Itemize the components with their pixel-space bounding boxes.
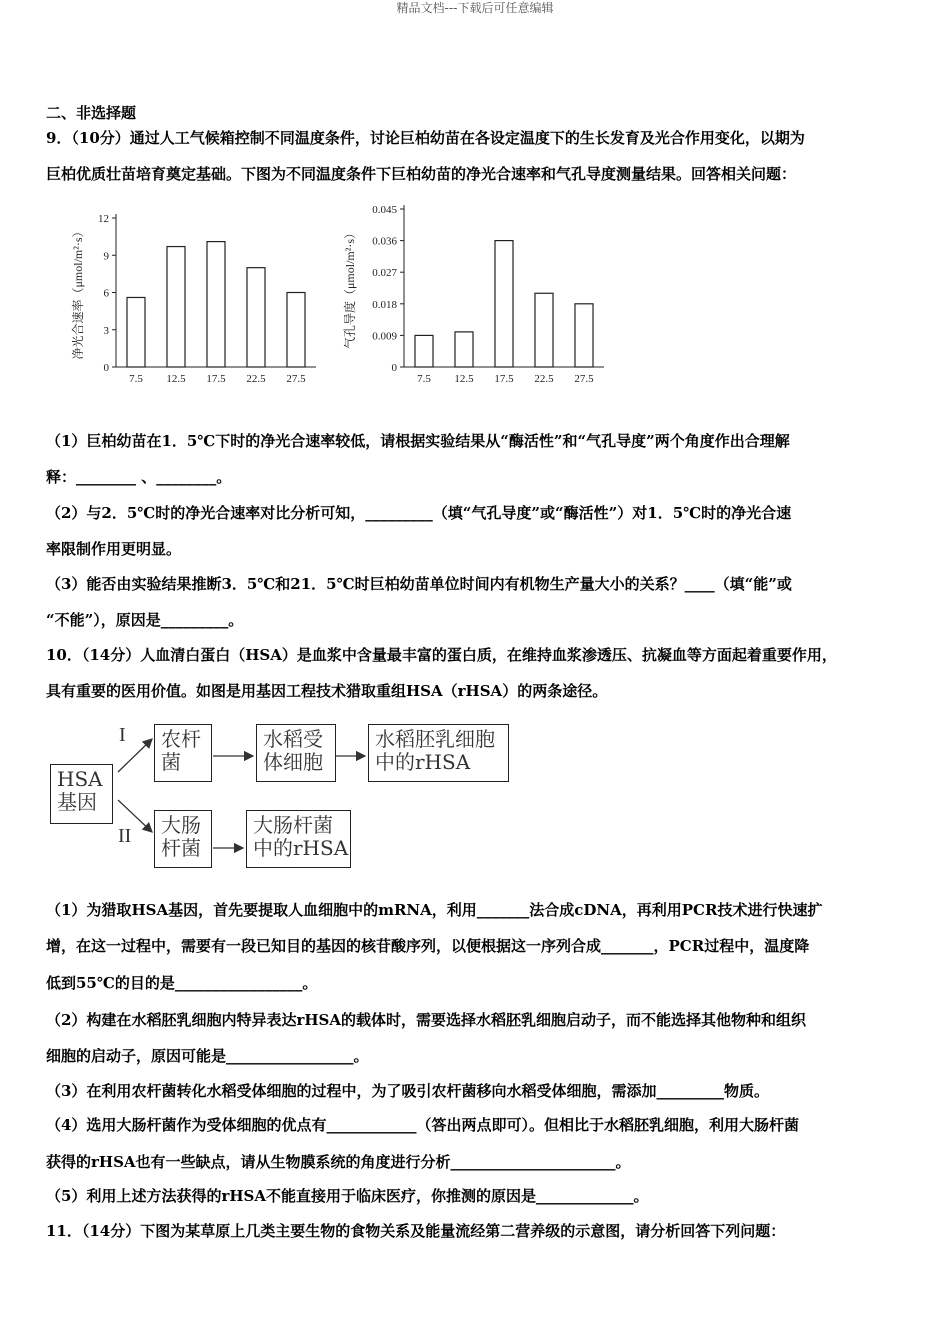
q10-part4-line1: （4）选用大肠杆菌作为受体细胞的优点有____________（答出两点即可）。但相比于水稻胚乳细胞，利用大肠杆菌 [46, 1116, 799, 1134]
y-tick-label-0: 0 [391, 362, 397, 374]
q10-part2-line2: 细胞的启动子，原因可能是_________________。 [46, 1047, 369, 1065]
y-tick-label-4: 12 [98, 213, 109, 225]
stomatal-conductance-chart [340, 198, 615, 396]
ecoli-rhsa-line1: 大肠杆菌 [253, 813, 333, 837]
section-title: 二、非选择题 [46, 104, 137, 122]
x-tick-label-0: 7.5 [129, 373, 143, 385]
ecoli-rhsa-line2: 中的rHSA [253, 836, 349, 860]
x-tick-label-0: 7.5 [417, 373, 431, 385]
ecoli-line2: 杆菌 [161, 836, 201, 860]
y-axis-label: 净光合速率（μmol/m²·s） [71, 225, 85, 360]
agrobacterium-line1: 农杆 [161, 727, 201, 751]
ecoli-line1: 大肠 [161, 813, 201, 837]
y-tick-label-3: 9 [103, 250, 109, 263]
y-tick-label-2: 6 [103, 287, 109, 300]
q9-stem-line2: 巨柏优质壮苗培育奠定基础。下图为不同温度条件下巨柏幼苗的净光合速率和气孔导度测量结果。回答相关问题： [46, 165, 797, 183]
q9-part2-line1: （2）与2．5℃时的净光合速率对比分析可知，_________（填“气孔导度”或“酶活性”）对1．5℃时的净光合速 [46, 504, 792, 522]
x-tick-label-2: 17.5 [206, 373, 226, 385]
hsa-flow-diagram [48, 722, 518, 868]
q9-part1-line1: （1）巨柏幼苗在1．5℃下时的净光合速率较低，请根据实验结果从“酶活性”和“气孔导度”两个角度作出合理解 [46, 432, 790, 450]
rice-rhsa-line2: 中的rHSA [375, 750, 471, 774]
x-tick-label-3: 22.5 [534, 373, 554, 385]
q10-part5: （5）利用上述方法获得的rHSA不能直接用于临床医疗，你推测的原因是_____________。 [46, 1187, 649, 1205]
x-tick-label-2: 17.5 [494, 373, 514, 385]
rice-cell-line2: 体细胞 [263, 750, 323, 774]
q10-part1-line1: （1）为猎取HSA基因，首先要提取人血细胞中的mRNA，利用_______法合成cDNA，再利用PCR技术进行快速扩 [46, 901, 823, 919]
bar-12.5 [167, 247, 185, 367]
q10-stem-line1: 10．（14分）人血清白蛋白（HSA）是血浆中含量最丰富的蛋白质，在维持血浆渗透压、抗凝血等方面起着重要作用， [46, 646, 837, 664]
agrobacterium-line2: 菌 [161, 750, 181, 774]
q9-part1-line2: 释：________ 、________。 [46, 468, 232, 486]
y-tick-label-0: 0 [103, 362, 109, 374]
hsa-gene-line1: HSA [57, 767, 103, 791]
q10-part3: （3）在利用农杆菌转化水稻受体细胞的过程中，为了吸引农杆菌移向水稻受体细胞，需添加_________物质。 [46, 1082, 769, 1100]
x-tick-label-1: 12.5 [166, 373, 186, 385]
net-photosynthesis-chart [68, 198, 318, 396]
q10-part2-line1: （2）构建在水稻胚乳细胞内特异表达rHSA的载体时，需要选择水稻胚乳细胞启动子，而不能选择其他物种和组织 [46, 1011, 806, 1029]
ecoli-rhsa-box [246, 810, 351, 868]
y-tick-label-3: 0.027 [372, 267, 397, 280]
rice-cell-line1: 水稻受 [263, 727, 323, 751]
route-2-label: II [118, 825, 132, 847]
rice-rhsa-box [368, 724, 509, 782]
q10-stem-line2: 具有重要的医用价值。如图是用基因工程技术猎取重组HSA（rHSA）的两条途径。 [46, 682, 608, 700]
y-tick-label-1: 3 [103, 324, 109, 337]
ecoli-box [154, 810, 212, 868]
agrobacterium-box [154, 724, 212, 782]
bar-22.5 [247, 268, 265, 367]
y-tick-label-1: 0.009 [372, 330, 397, 343]
bar-27.5 [575, 304, 593, 367]
bar-17.5 [207, 242, 225, 367]
y-tick-label-4: 0.036 [372, 235, 397, 248]
q11-stem-line1: 11．（14分）下图为某草原上几类主要生物的食物关系及能量流经第二营养级的示意图，请分析回答下列问题： [46, 1222, 786, 1240]
q10-part4-line2: 获得的rHSA也有一些缺点，请从生物膜系统的角度进行分析______________________。 [46, 1153, 631, 1171]
q9-part3-line2: “不能”），原因是_________。 [46, 611, 244, 629]
q9-stem-line1: 9．（10分）通过人工气候箱控制不同温度条件，讨论巨柏幼苗在各设定温度下的生长发育及光合作用变化，以期为 [46, 129, 805, 147]
route-1-label: I [119, 724, 126, 746]
y-axis-label: 气孔导度（μmol/m²·s） [343, 226, 357, 350]
bar-22.5 [535, 293, 553, 367]
page-header: 精品文档---下载后可任意编辑 [396, 1, 554, 15]
x-tick-label-3: 22.5 [246, 373, 266, 385]
x-tick-label-1: 12.5 [454, 373, 474, 385]
bar-7.5 [127, 297, 145, 367]
rice-rhsa-line1: 水稻胚乳细胞 [375, 727, 495, 751]
x-tick-label-4: 27.5 [286, 373, 306, 385]
q9-part3-line1: （3）能否由实验结果推断3．5℃和21．5℃时巨柏幼苗单位时间内有机物生产量大小的关系？____（填“能”或 [46, 575, 792, 593]
q9-part2-line2: 率限制作用更明显。 [46, 540, 182, 558]
hsa-gene-line2: 基因 [57, 790, 97, 814]
y-tick-label-5: 0.045 [372, 204, 397, 216]
bar-27.5 [287, 293, 305, 368]
q10-part1-line3: 低到55℃的目的是_________________。 [46, 974, 318, 992]
hsa-gene-box [50, 764, 113, 824]
q10-part1-line2: 增，在这一过程中，需要有一段已知目的基因的核苷酸序列，以便根据这一序列合成_______，PCR过程中，温度降 [46, 937, 810, 955]
bar-7.5 [415, 335, 433, 367]
bar-12.5 [455, 332, 473, 367]
y-tick-label-2: 0.018 [372, 298, 397, 311]
rice-cell-box [256, 724, 336, 782]
x-tick-label-4: 27.5 [574, 373, 594, 385]
bar-17.5 [495, 241, 513, 367]
